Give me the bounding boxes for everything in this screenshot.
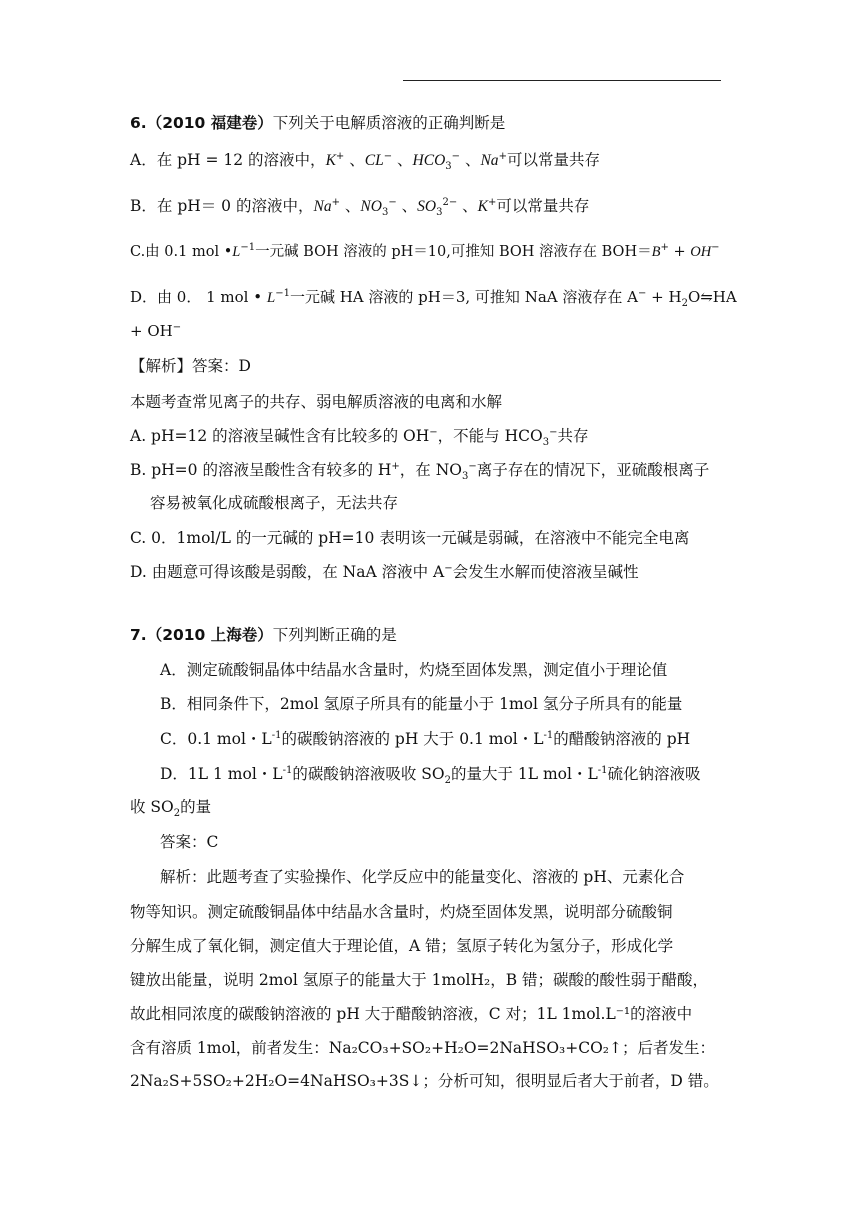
q7-explain-line: 分解生成了氧化铜，测定值大于理论值，A 错；氢原子转化为氢分子，形成化学 <box>130 937 674 955</box>
q7-option-d-cont: 收 $SO_2$的量 <box>130 798 212 820</box>
q6-answer: 【解析】答案：D <box>130 357 251 375</box>
q7-explain-line: 故此相同浓度的碳酸钠溶液的 pH 大于醋酸钠溶液，C 对；1L 1mol.L⁻¹的溶液中 <box>130 1005 693 1023</box>
q6-heading <box>130 112 505 134</box>
q6-explain-b: B. pH=0 的溶液呈酸性含有较多的 H+，在 $NO_3^-$离子存在的情况下，亚硫酸根离子 <box>130 460 710 483</box>
q7-explain-line: 解析：此题考查了实验操作、化学反应中的能量变化、溶液的 pH、元素化合 <box>160 868 685 886</box>
q6-option-a: A．在 pH = 12 的溶液中，K+ 、CL− 、$HCO_3^-$ 、Na+可以常量共存 <box>130 150 600 173</box>
q6-source: （2010 福建卷） <box>146 114 273 132</box>
q7-option-d: D．1L 1 mol・$L^{-1}$的碳酸钠溶液吸收 $SO_2$的量大于 1L mol・$L^{-1}$硫化钠溶液吸 <box>160 764 701 787</box>
q7-answer: 答案：C <box>160 833 219 851</box>
q7-option-a: A．测定硫酸铜晶体中结晶水含量时，灼烧至固体发黑，测定值小于理论值 <box>160 661 668 679</box>
q7-stem: 下列判断正确的是 <box>272 626 397 644</box>
header-rule <box>403 80 721 81</box>
q7-option-b: B．相同条件下，2mol 氢原子所具有的能量小于 1mol 氢分子所具有的能量 <box>160 695 683 713</box>
q6-explain-b-cont: 容易被氧化成硫酸根离子，无法共存 <box>150 494 399 512</box>
q7-source: （2010 上海卷） <box>146 626 273 644</box>
q6-option-d: D．由 0． 1 mol • $L^{-1}$一元碱 HA 溶液的 pH＝3, 可推知 NaA 溶液存在 $A^- + H_2O⇋HA$ <box>130 288 737 309</box>
q7-number: 7. <box>130 626 147 644</box>
q6-option-b: B．在 pH＝ 0 的溶液中，Na+ 、$NO_3^-$ 、$SO_3^{2-}$ 、K+可以常量共存 <box>130 196 590 219</box>
q7-option-c: C．0.1 mol・$L^{-1}$的碳酸钠溶液的 pH 大于 0.1 mol・$L^{-1}$的醋酸钠溶液的 pH <box>160 729 691 748</box>
q6-explain-a: A. pH=12 的溶液呈碱性含有比较多的 OH−，不能与 $HCO_3^-$共存 <box>130 426 589 449</box>
q6-option-d-cont: + OH− <box>130 322 182 340</box>
q7-heading <box>130 624 397 646</box>
q6-explain-c: C. 0．1mol/L 的一元碱的 pH=10 表明该一元碱是弱碱，在溶液中不能完全电离 <box>130 529 690 547</box>
q6-number: 6. <box>130 114 147 132</box>
q6-explain-title: 本题考查常见离子的共存、弱电解质溶液的电离和水解 <box>130 393 503 411</box>
q7-explain-line: 物等知识。测定硫酸铜晶体中结晶水含量时，灼烧至固体发黑，说明部分硫酸铜 <box>130 903 673 921</box>
q7-explain-line: 2Na₂S+5SO₂+2H₂O=4NaHSO₃+3S↓；分析可知，很明显后者大于前者，D 错。 <box>130 1072 719 1090</box>
q7-explain-line: 含有溶质 1mol，前者发生：Na₂CO₃+SO₂+H₂O=2NaHSO₃+CO₂↑；后者发生： <box>130 1039 715 1057</box>
q6-explain-d: D. 由题意可得该酸是弱酸，在 NaA 溶液中 A−会发生水解而使溶液呈碱性 <box>130 562 639 581</box>
q7-explain-line: 键放出能量，说明 2mol 氢原子的能量大于 1molH₂，B 错；碳酸的酸性弱于醋酸， <box>130 971 709 989</box>
q6-stem: 下列关于电解质溶液的正确判断是 <box>272 114 506 132</box>
q6-option-c: C.由 0.1 mol $•L^{-1}$一元碱 BOH 溶液的 pH＝10,可推知 BOH 溶液存在 BOH＝B+ + OH− <box>130 242 720 260</box>
